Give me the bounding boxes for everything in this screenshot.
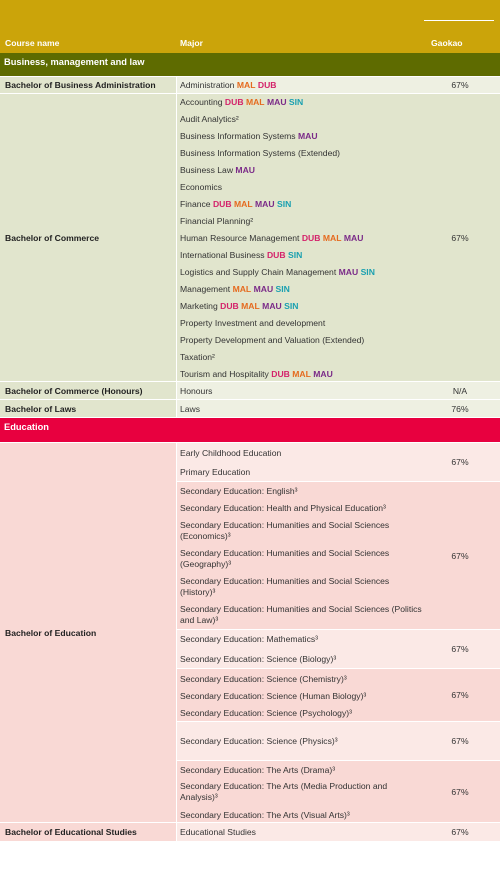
major-psychology: Secondary Education: Science (Psychology)³ <box>180 708 352 718</box>
major-hass-history: Secondary Education: Humanities and Social Sciences (History)³ <box>180 576 390 597</box>
gaokao-value: 67% <box>451 550 469 561</box>
course-name-bba: Bachelor of Business Administration <box>0 77 176 93</box>
major-financial-planning: Financial Planning² <box>180 216 254 226</box>
major-hass-economics: Secondary Education: Humanities and Social Sciences (Economics)³ <box>180 520 390 541</box>
major-media-production: Secondary Education: The Arts (Media Production and Analysis)³ <box>180 781 388 802</box>
major-english: Secondary Education: English³ <box>180 486 298 496</box>
gaokao-value: N/A <box>452 385 468 396</box>
major-hrm: Human Resource Management DUB MAL MAU <box>180 233 364 243</box>
major-audit-analytics: Audit Analytics² <box>180 114 239 124</box>
major-mathematics: Secondary Education: Mathematics³ <box>180 634 319 644</box>
gaokao-value: 67% <box>451 232 469 243</box>
major-primary: Primary Education <box>180 467 251 477</box>
major-accounting: Accounting DUB MAL MAU SIN <box>180 97 304 107</box>
column-header-major: Major <box>180 38 203 48</box>
major-taxation: Taxation² <box>180 352 215 362</box>
major-economics: Economics <box>180 182 223 192</box>
course-name-laws: Bachelor of Laws <box>0 400 176 417</box>
major-bis: Business Information Systems MAU <box>180 131 318 141</box>
major-bis-extended: Business Information Systems (Extended) <box>180 148 341 158</box>
column-header-course: Course name <box>5 38 60 48</box>
gaokao-value: 67% <box>451 736 469 746</box>
gaokao-value: 67% <box>451 827 469 837</box>
section-header-business: Business, management and law <box>0 53 500 76</box>
major-early-childhood: Early Childhood Education <box>180 448 282 458</box>
major-chemistry: Secondary Education: Science (Chemistry)³ <box>180 674 347 684</box>
major-hass-politics: Secondary Education: Humanities and Social Sciences (Politics and Law)³ <box>180 604 422 625</box>
header-rule <box>424 20 494 21</box>
major-laws: Laws <box>180 404 201 414</box>
gaokao-value: 67% <box>451 786 469 797</box>
major-logistics: Logistics and Supply Chain Management MAU SIN <box>180 267 375 277</box>
course-name-educational-studies: Bachelor of Educational Studies <box>0 823 176 841</box>
column-header-gaokao: Gaokao <box>431 38 463 48</box>
major-honours: Honours <box>180 386 213 396</box>
course-name-honours: Bachelor of Commerce (Honours) <box>0 382 176 399</box>
course-name-bed: Bachelor of Education <box>0 443 176 822</box>
major-international-business: International Business DUB SIN <box>180 250 303 260</box>
major-drama: Secondary Education: The Arts (Drama)³ <box>180 765 336 775</box>
course-name-commerce: Bachelor of Commerce <box>0 94 176 381</box>
major-hpe: Secondary Education: Health and Physical Education³ <box>180 503 386 513</box>
major-visual-arts: Secondary Education: The Arts (Visual Arts)³ <box>180 810 350 820</box>
major-physics: Secondary Education: Science (Physics)³ <box>180 736 338 746</box>
major-property-investment: Property Investment and development <box>180 318 326 328</box>
major-finance: Finance DUB MAL MAU SIN <box>180 199 292 209</box>
major-management: Management MAL MAU SIN <box>180 284 290 294</box>
major-human-biology: Secondary Education: Science (Human Biology)³ <box>180 691 367 701</box>
gaokao-value: 67% <box>451 644 469 654</box>
gaokao-value: 67% <box>451 690 469 700</box>
section-header-education: Education <box>0 418 500 442</box>
gaokao-value: 67% <box>451 457 469 467</box>
table-header <box>0 0 500 53</box>
gaokao-value: 67% <box>451 80 469 90</box>
major-tourism: Tourism and Hospitality DUB MAL MAU <box>180 369 333 379</box>
major-property-development: Property Development and Valuation (Extended) <box>180 335 365 345</box>
major-marketing: Marketing DUB MAL MAU SIN <box>180 301 299 311</box>
major-hass-geography: Secondary Education: Humanities and Social Sciences (Geography)³ <box>180 548 390 569</box>
major-educational-studies: Educational Studies <box>180 827 256 837</box>
major-business-law: Business Law MAU <box>180 165 255 175</box>
major-administration: Administration MAL DUB <box>180 80 277 90</box>
gaokao-value: 76% <box>451 403 469 414</box>
major-biology: Secondary Education: Science (Biology)³ <box>180 654 337 664</box>
